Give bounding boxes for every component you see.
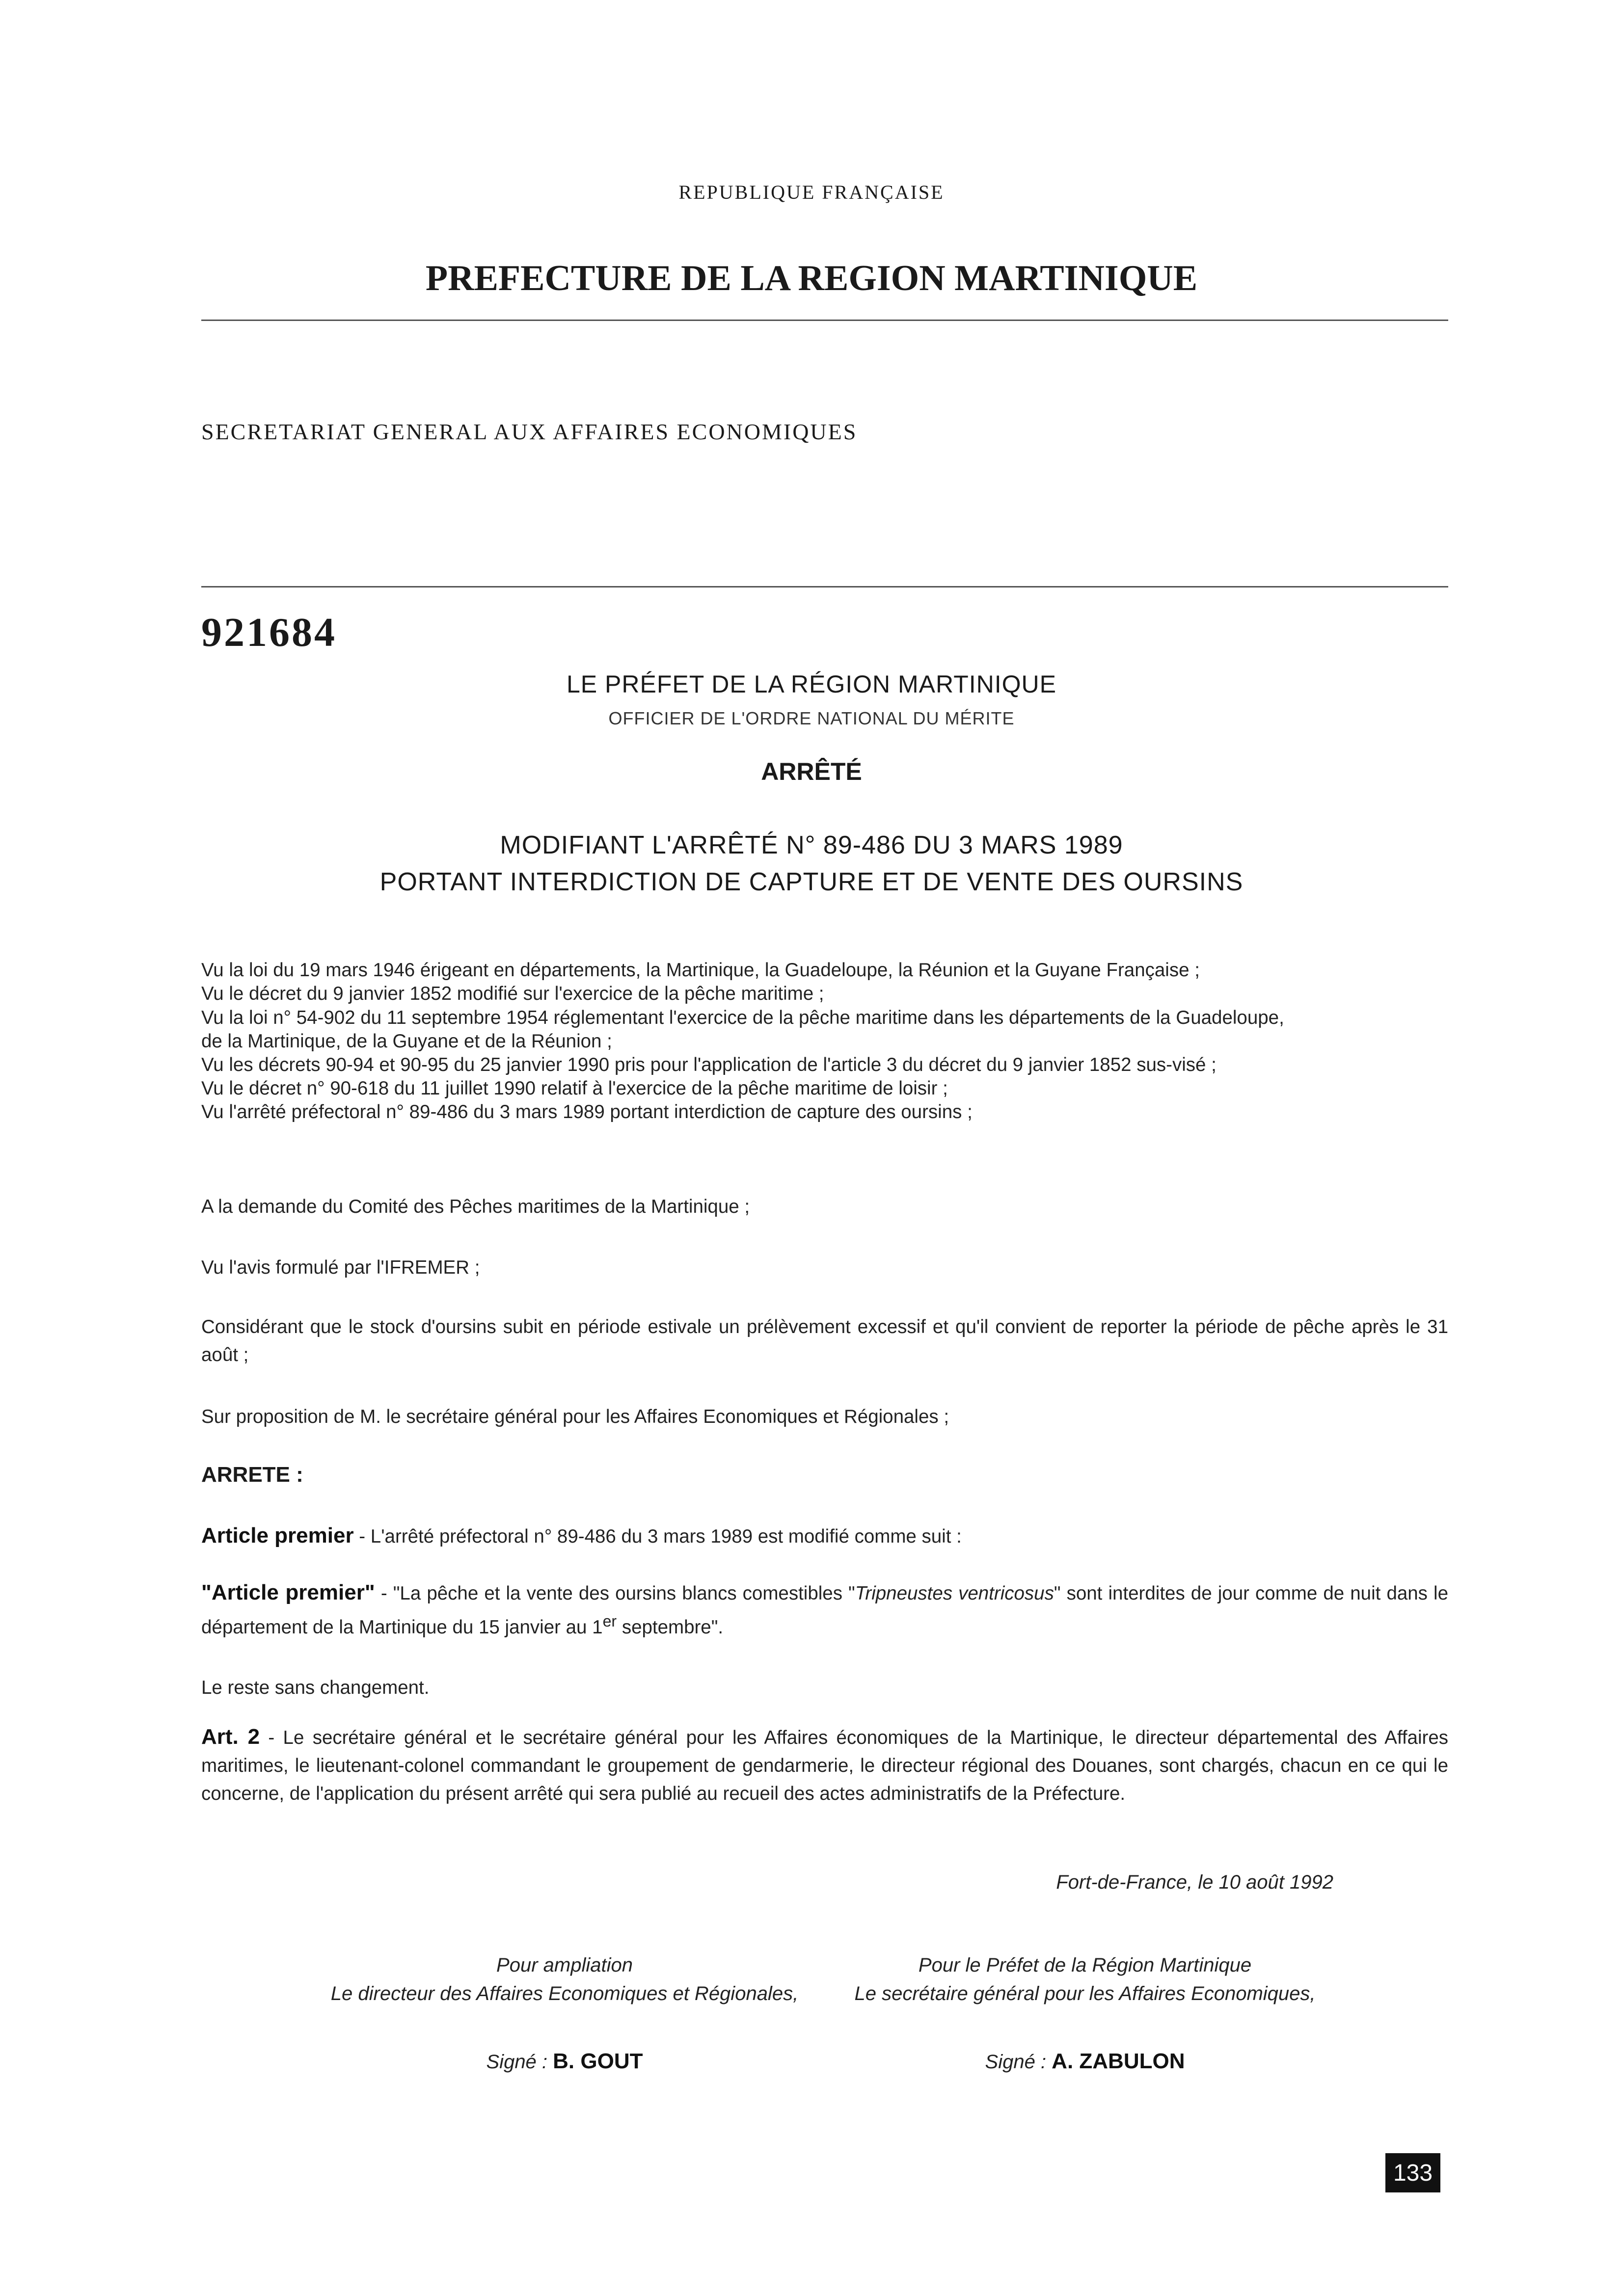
page-number: 133 — [1385, 2153, 1440, 2192]
signature-right-signed — [835, 2049, 1335, 2074]
modification-line-1: MODIFIANT L'ARRÊTÉ N° 89-486 DU 3 MARS 1989 — [500, 831, 1123, 859]
article-1-paragraph — [201, 1522, 1448, 1550]
species-name: Tripneustes ventricosus — [855, 1583, 1054, 1604]
quoted-article-paragraph — [201, 1578, 1448, 1641]
article-2-label: Art. 2 — [201, 1725, 260, 1749]
signe-label: Signé : — [486, 2051, 553, 2073]
quoted-article-text-after: " sont interdites de jour comme de nuit dans le département de la Martinique du 15 janvier au 1 — [201, 1583, 1448, 1638]
secretariat-heading: SECRETARIAT GENERAL AUX AFFAIRES ECONOMIQUES — [201, 419, 858, 444]
signatory-name: A. ZABULON — [1052, 2049, 1185, 2073]
quoted-article-text-before: - "La pêche et la vente des oursins blancs comestibles " — [375, 1583, 855, 1604]
arrete-title: ARRÊTÉ — [761, 758, 862, 785]
visa-line: Vu les décrets 90-94 et 90-95 du 25 janvier 1990 pris pour l'application de l'article 3 du décret du 9 janvier 1852 sus-visé ; — [201, 1054, 1217, 1075]
visa-line: Vu le décret du 9 janvier 1852 modifié sur l'exercice de la pêche maritime ; — [201, 983, 824, 1004]
visa-line: Vu la loi du 19 mars 1946 érigeant en départements, la Martinique, la Guadeloupe, la Réunion et la Guyane Française ; — [201, 960, 1200, 981]
signature-left-line2: Le directeur des Affaires Economiques et Régionales, — [330, 1983, 799, 2004]
proposition-paragraph: Sur proposition de M. le secrétaire général pour les Affaires Economiques et Régionales ; — [201, 1406, 949, 1427]
section-divider — [201, 586, 1448, 587]
prefet-title: LE PRÉFET DE LA RÉGION MARTINIQUE — [566, 670, 1057, 698]
visa-line: de la Martinique, de la Guyane et de la Réunion ; — [201, 1031, 612, 1052]
officier-subtitle: OFFICIER DE L'ORDRE NATIONAL DU MÉRITE — [608, 708, 1015, 728]
republique-heading: REPUBLIQUE FRANÇAISE — [678, 181, 945, 203]
signe-label: Signé : — [985, 2051, 1052, 2073]
signature-left-line1: Pour ampliation — [496, 1954, 633, 1976]
article-2-text: - Le secrétaire général et le secrétaire général pour les Affaires économiques de la Martinique, le directeur départemental des Affaires maritimes, le lieutenant-colonel commandant le groupement de gendarmerie, le directeur régional des Douanes, sont chargés, chacun en ce qui le concerne, de l'application du présent arrêté qui sera publié au recueil des actes administratifs de la Préfecture. — [201, 1727, 1448, 1804]
document-number: 921684 — [201, 610, 337, 655]
ordinal-suffix: er — [602, 1612, 617, 1630]
prefecture-heading: PREFECTURE DE LA REGION MARTINIQUE — [425, 258, 1198, 298]
visa-line: Vu la loi n° 54-902 du 11 septembre 1954 réglementant l'exercice de la pêche maritime dans les départements de la Guadeloupe, — [201, 1007, 1284, 1028]
visa-line: Vu le décret n° 90-618 du 11 juillet 1990 relatif à l'exercice de la pêche maritime de loisir ; — [201, 1078, 948, 1099]
arrete-declaration: ARRETE : — [201, 1463, 303, 1487]
article-2-paragraph — [201, 1723, 1448, 1808]
signatory-name: B. GOUT — [553, 2049, 643, 2073]
avis-paragraph: Vu l'avis formulé par l'IFREMER ; — [201, 1257, 480, 1278]
modification-line-2: PORTANT INTERDICTION DE CAPTURE ET DE VENTE DES OURSINS — [379, 868, 1244, 896]
visa-line: Vu l'arrêté préfectoral n° 89-486 du 3 mars 1989 portant interdiction de capture des oursins ; — [201, 1101, 973, 1122]
quoted-article-text-end: septembre". — [617, 1616, 724, 1638]
considerant-paragraph: Considérant que le stock d'oursins subit en période estivale un prélèvement excessif et qu'il convient de reporter la période de pêche après le 31 août ; — [201, 1316, 1448, 1365]
signature-right-line1: Pour le Préfet de la Région Martinique — [918, 1954, 1252, 1976]
quoted-article-label: "Article premier" — [201, 1580, 375, 1604]
header-divider — [201, 320, 1448, 321]
reste-paragraph: Le reste sans changement. — [201, 1677, 430, 1698]
demande-paragraph: A la demande du Comité des Pêches maritimes de la Martinique ; — [201, 1196, 750, 1217]
article-1-text: - L'arrêté préfectoral n° 89-486 du 3 mars 1989 est modifié comme suit : — [353, 1526, 962, 1547]
article-1-label: Article premier — [201, 1523, 354, 1548]
date-place: Fort-de-France, le 10 août 1992 — [1056, 1871, 1333, 1893]
signature-right-line2: Le secrétaire général pour les Affaires Economiques, — [854, 1983, 1316, 2004]
signature-left-signed — [309, 2049, 820, 2074]
